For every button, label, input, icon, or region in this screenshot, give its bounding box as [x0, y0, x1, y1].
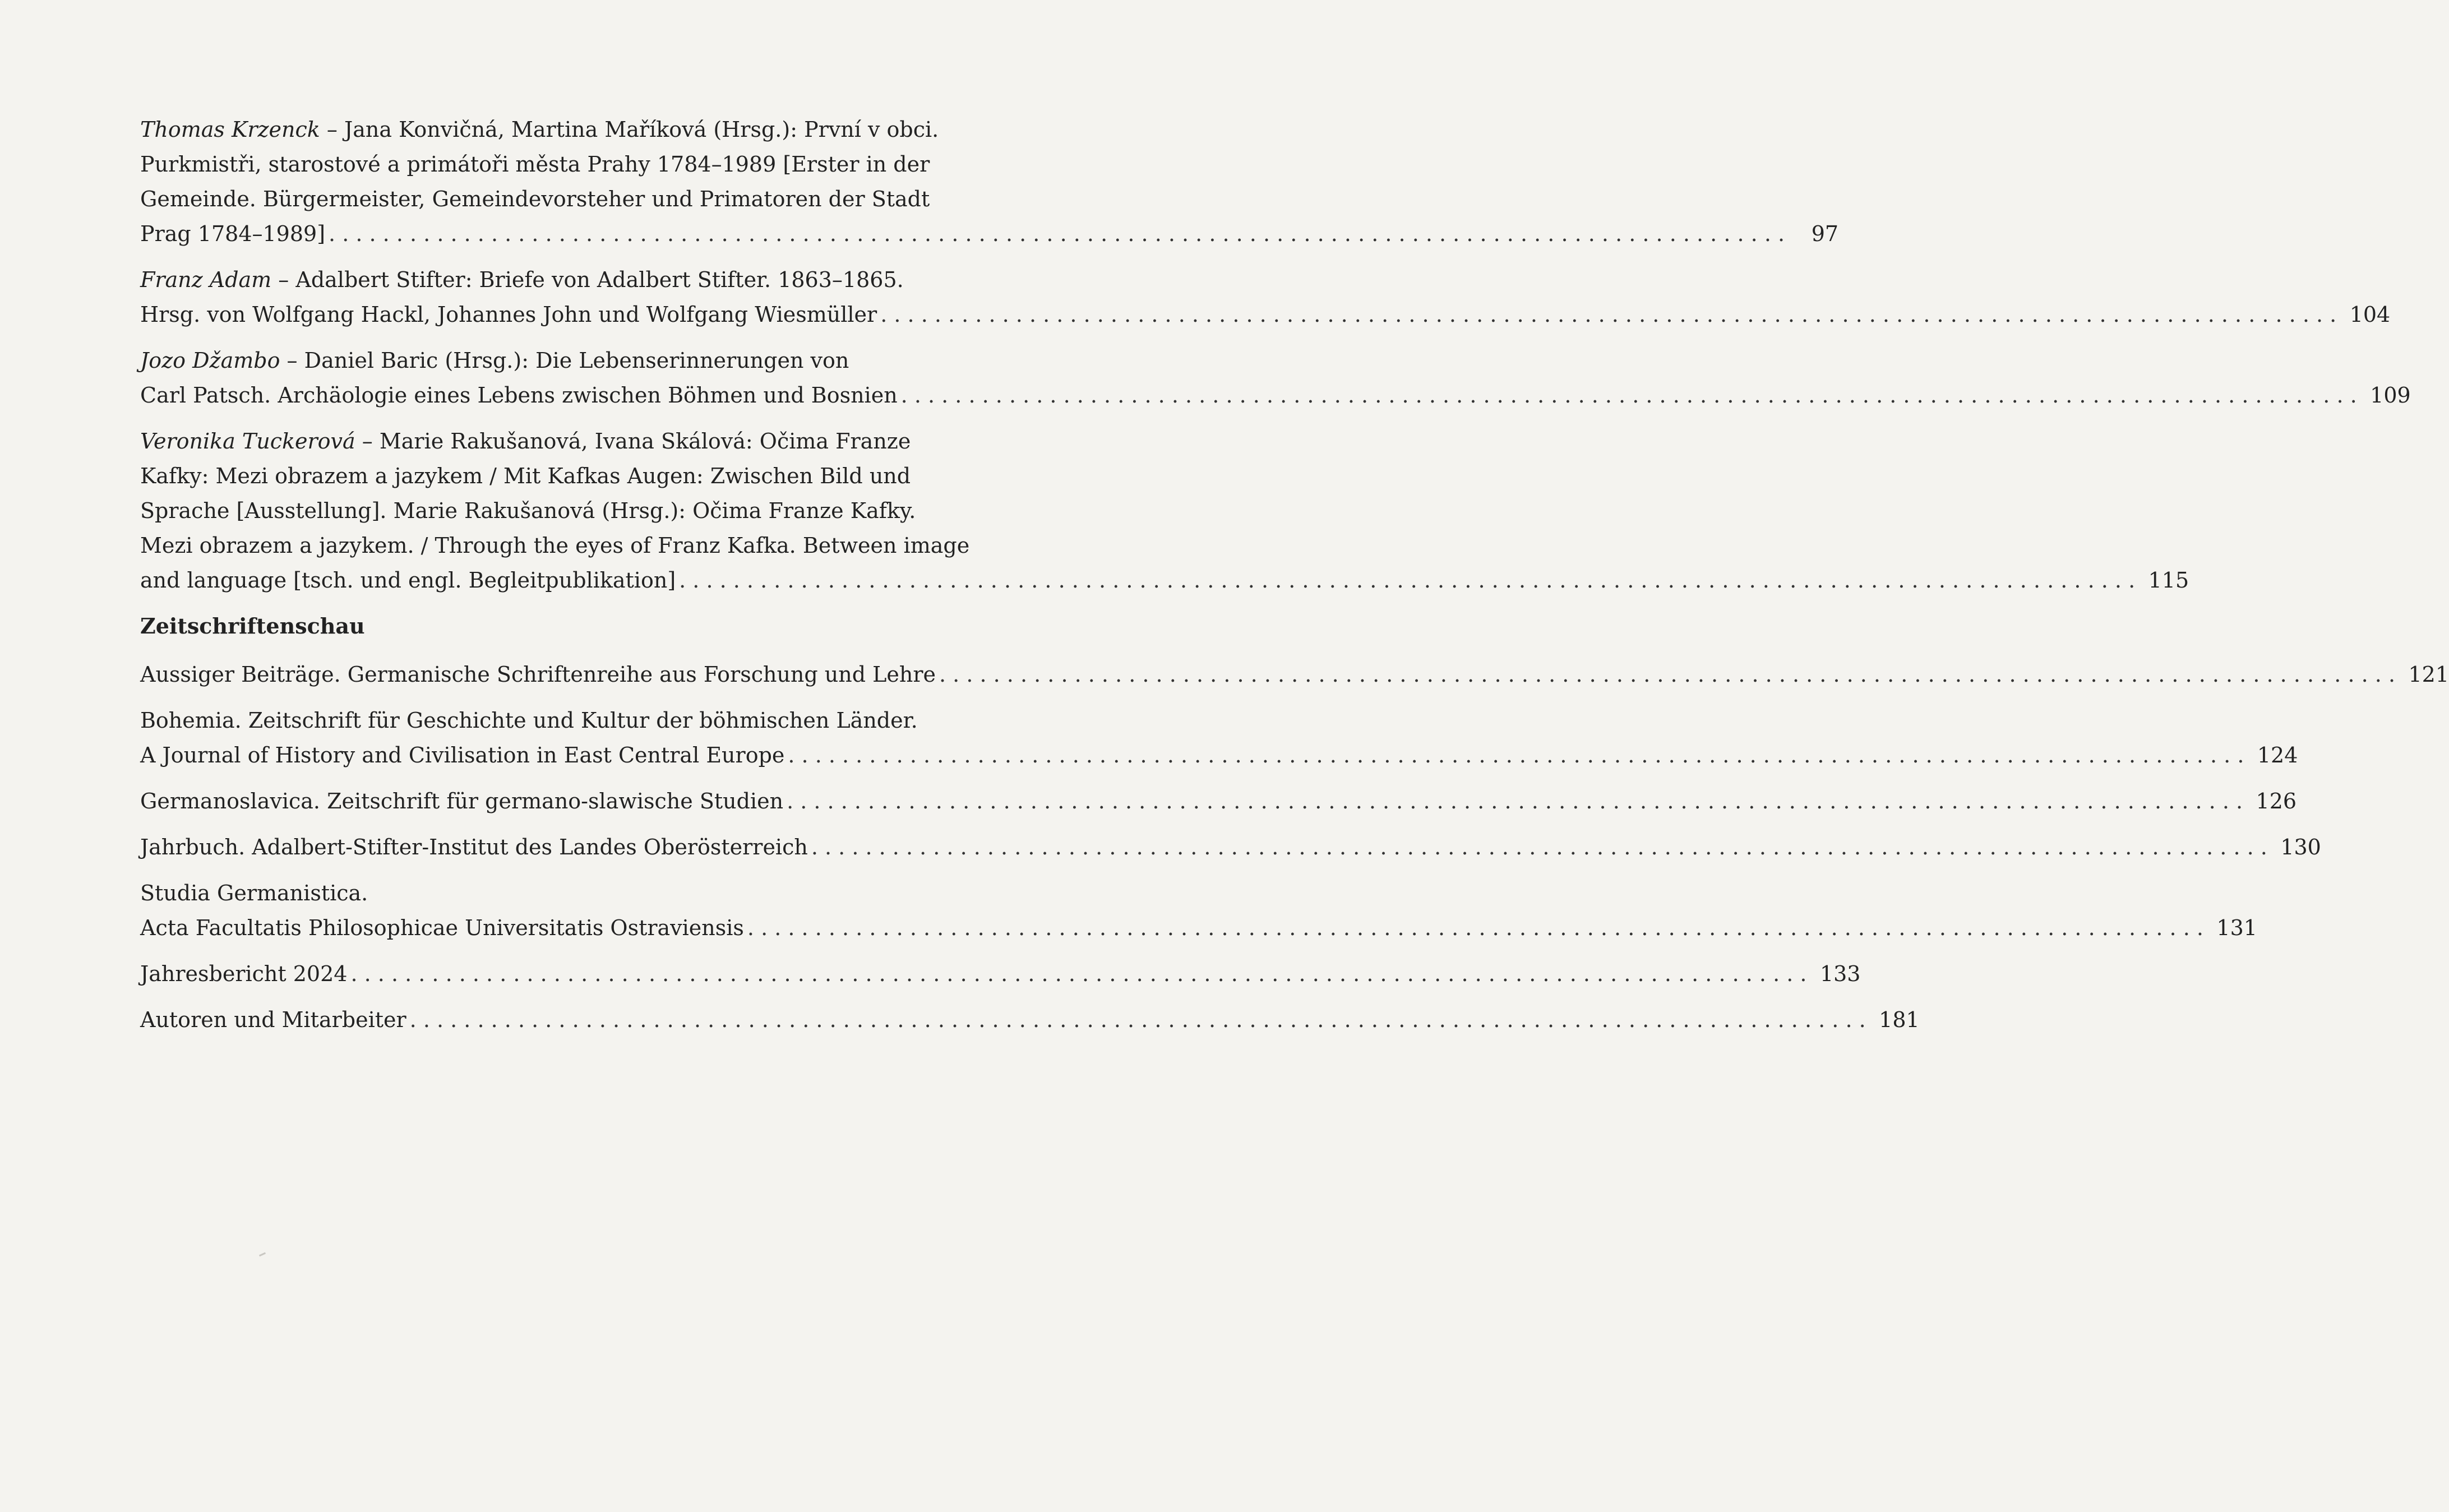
page-number: 124 [2257, 743, 2298, 767]
toc-entry-krzenck [140, 112, 1839, 251]
entry-title-line: Kafky: Mezi obrazem a jazykem / Mit Kafkas Augen: Zwischen Bild und [140, 464, 911, 488]
scan-speck [259, 1252, 266, 1257]
entry-title-line: A Journal of History and Civilisation in East Central Europe [140, 743, 785, 767]
entry-title-line: Germanoslavica. Zeitschrift für germano-slawische Studien [140, 789, 784, 813]
page-number: 121 [2408, 662, 2449, 687]
dot-leader [811, 830, 2267, 864]
page-number: 130 [2280, 835, 2321, 859]
entry-title-line: Carl Patsch. Archäologie eines Lebens zwischen Böhmen und Bosnien [140, 383, 898, 408]
dot-leader [788, 738, 2244, 773]
dot-leader [787, 784, 2243, 819]
toc-entry-dzambo [140, 343, 2411, 413]
toc-entry-lastline [140, 657, 2449, 692]
dot-leader [350, 956, 1806, 991]
toc-entry-line [140, 112, 987, 147]
page-number: 181 [1879, 1007, 1920, 1032]
dot-leader [410, 1002, 1866, 1037]
toc-entry-studia [140, 876, 2257, 945]
page-number: 109 [2370, 383, 2411, 408]
entry-author: Thomas Krzenck [140, 117, 320, 142]
entry-author: Veronika Tuckerová [140, 429, 355, 454]
toc-entry-lastline [140, 216, 1839, 251]
entry-title-line: Acta Facultatis Philosophicae Universitatis Ostraviensis [140, 915, 744, 940]
entry-title-line: Hrsg. von Wolfgang Hackl, Johannes John und Wolfgang Wiesmüller [140, 302, 877, 327]
toc-entry-aussiger [140, 657, 2449, 692]
entry-title-line: Jahresbericht 2024 [140, 961, 348, 986]
page-number: 133 [1819, 961, 1861, 986]
toc-entry-lastline [140, 830, 2321, 864]
dot-leader [880, 297, 2336, 332]
entry-title-line: and language [tsch. und engl. Begleitpublikation] [140, 568, 676, 593]
entry-title-line: Aussiger Beiträge. Germanische Schriftenreihe aus Forschung und Lehre [140, 662, 936, 687]
dot-leader [939, 657, 2395, 692]
page-number: 131 [2216, 915, 2257, 940]
entry-author: Franz Adam [140, 267, 272, 292]
entry-title-line: Studia Germanistica. [140, 881, 368, 905]
page-number: 126 [2256, 789, 2297, 813]
section-heading: Zeitschriftenschau [140, 613, 365, 639]
toc-entry-bohemia [140, 703, 2298, 773]
entry-title-line: Bohemia. Zeitschrift für Geschichte und Kultur der böhmischen Länder. [140, 708, 918, 733]
toc-entry-jahresbericht [140, 956, 1861, 991]
entry-title-line: Prag 1784–1989] [140, 221, 326, 246]
entry-title-line: Sprache [Ausstellung]. Marie Rakušanová (Hrsg.): Očima Franze Kafky. [140, 498, 916, 523]
page-number: 97 [1811, 221, 1839, 246]
toc-entry-lastline [140, 378, 2411, 413]
entry-title-line: Gemeinde. Bürgermeister, Gemeindevorsteher und Primatoren der Stadt [140, 187, 930, 211]
entry-title-line: – Jana Konvičná, Martina Maříková (Hrsg.): První v obci. [320, 117, 939, 142]
page-number: 104 [2349, 302, 2391, 327]
entry-author: Jozo Džambo [140, 348, 280, 373]
toc-entry-lastline [140, 563, 2189, 598]
toc-entry-jahrbuch [140, 830, 2321, 864]
toc-entry-lastline [140, 738, 2298, 773]
dot-leader [679, 563, 2135, 598]
entry-title-line: – Daniel Baric (Hrsg.): Die Lebenserinnerungen von [280, 348, 849, 373]
toc-entry-germanoslavica [140, 784, 2297, 819]
entry-title-line: Purkmistři, starostové a primátoři města Prahy 1784–1989 [Erster in der [140, 152, 930, 177]
toc-entry-adam [140, 262, 2391, 332]
entry-title-line: Autoren und Mitarbeiter [140, 1007, 406, 1032]
toc-entry-lastline [140, 784, 2297, 819]
page-number: 115 [2148, 568, 2189, 593]
dot-leader [747, 910, 2203, 945]
entry-title-line: – Adalbert Stifter: Briefe von Adalbert Stifter. 1863–1865. [271, 267, 904, 292]
table-of-contents [140, 112, 2449, 1048]
toc-entry-line [140, 424, 987, 459]
toc-entry-lastline [140, 1002, 1920, 1037]
toc-entry-lastline [140, 297, 2391, 332]
entry-title-line: Jahrbuch. Adalbert-Stifter-Institut des Landes Oberösterreich [140, 835, 808, 859]
entry-title-line: Mezi obrazem a jazykem. / Through the eyes of Franz Kafka. Between image [140, 533, 970, 558]
toc-entry-lastline [140, 956, 1861, 991]
toc-entry-lastline [140, 910, 2257, 945]
dot-leader [329, 216, 1785, 251]
entry-title-line: – Marie Rakušanová, Ivana Skálová: Očima Franze [355, 429, 911, 454]
toc-entry-autoren [140, 1002, 1920, 1037]
toc-entry-line [140, 343, 987, 378]
dot-leader [901, 378, 2357, 413]
toc-entry-tuckerova [140, 424, 2189, 598]
toc-entry-line [140, 262, 987, 297]
